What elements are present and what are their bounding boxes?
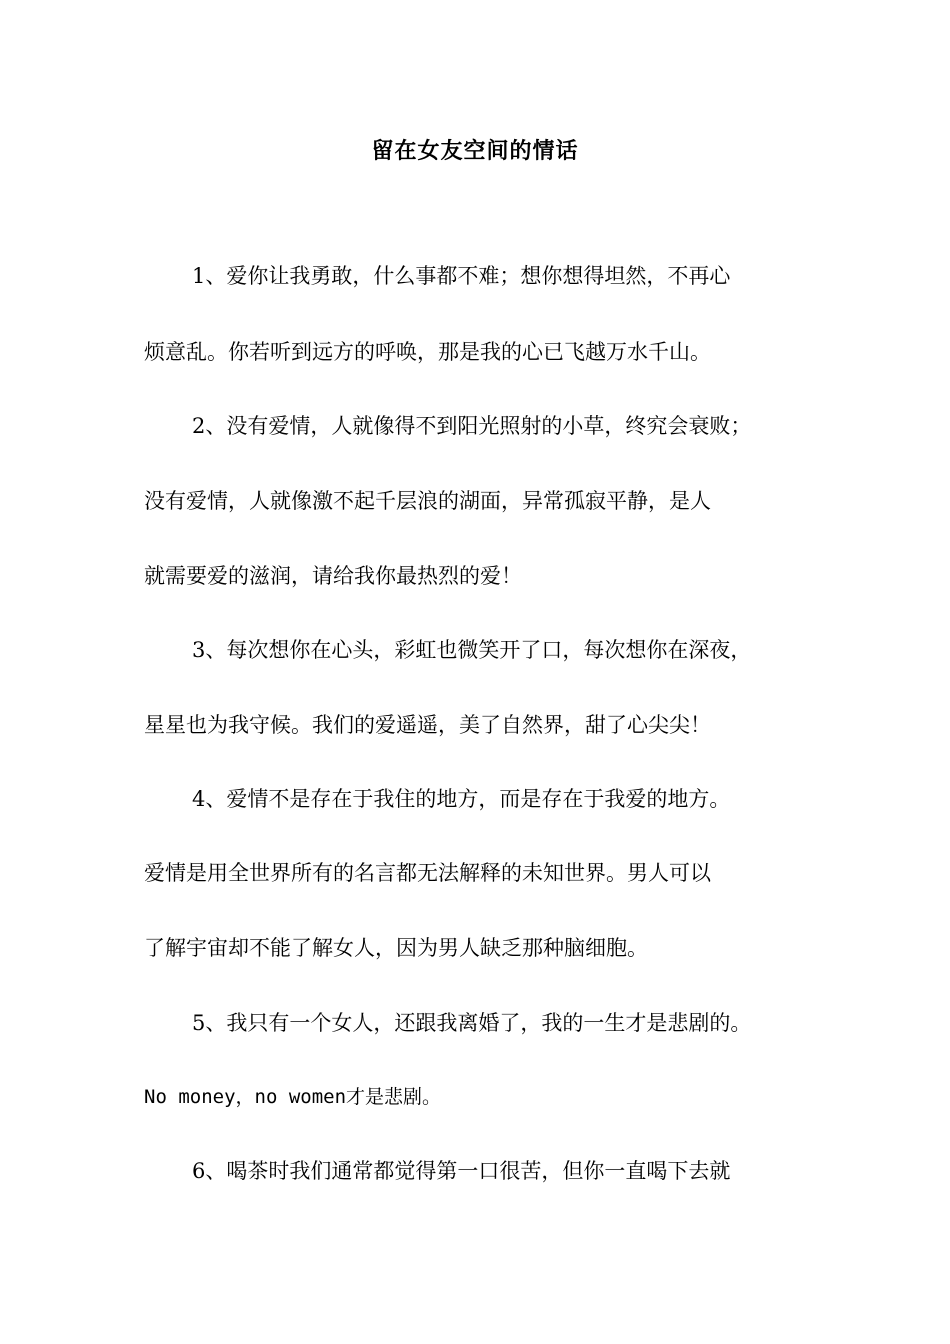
paragraph-3-line-1: 3、每次想你在心头，彩虹也微笑开了口，每次想你在深夜， bbox=[192, 638, 752, 662]
paragraph-4-line-3: 了解宇宙却不能了解女人，因为男人缺乏那种脑细胞。 bbox=[144, 936, 648, 960]
paragraph-1-line-1: 1、爱你让我勇敢，什么事都不难；想你想得坦然，不再心 bbox=[192, 264, 731, 288]
paragraph-1-line-2: 烦意乱。你若听到远方的呼唤，那是我的心已飞越万水千山。 bbox=[144, 340, 711, 364]
paragraph-3-line-2: 星星也为我守候。我们的爱遥遥，美了自然界，甜了心尖尖！ bbox=[144, 713, 711, 737]
paragraph-5-line-2: No money，no women才是悲剧。 bbox=[144, 1086, 442, 1108]
document-title: 留在女友空间的情话 bbox=[371, 139, 579, 164]
paragraph-5-line-1: 5、我只有一个女人，还跟我离婚了，我的一生才是悲剧的。 bbox=[192, 1011, 752, 1035]
paragraph-4-line-1: 4、爱情不是存在于我住的地方，而是存在于我爱的地方。 bbox=[192, 787, 731, 811]
paragraph-6-line-1: 6、喝茶时我们通常都觉得第一口很苦，但你一直喝下去就 bbox=[192, 1159, 731, 1183]
paragraph-2-line-2: 没有爱情，人就像激不起千层浪的湖面，异常孤寂平静，是人 bbox=[144, 489, 711, 513]
paragraph-2-line-3: 就需要爱的滋润，请给我你最热烈的爱！ bbox=[144, 564, 522, 588]
paragraph-2-line-1: 2、没有爱情，人就像得不到阳光照射的小草，终究会衰败； bbox=[192, 414, 752, 438]
paragraph-4-line-2: 爱情是用全世界所有的名言都无法解释的未知世界。男人可以 bbox=[144, 861, 711, 885]
